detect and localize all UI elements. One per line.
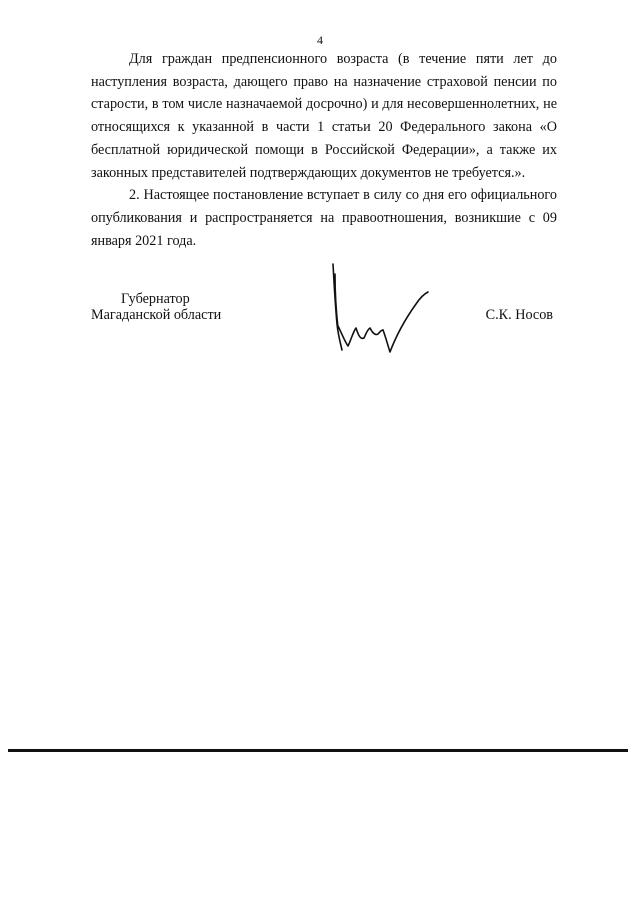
signature-block [91,290,557,370]
signatory-region: Магаданской области [91,307,222,323]
paragraph-preretirement-exemption: Для граждан предпенсионного возраста (в течение пяти лет до наступления возраста, дающего право на назначение страховой пенсии по старости, в том числе назначаемой досрочно) и для несовершеннолетних, не относящихся к указанной в части 1 статьи 20 Федерального закона «О бесплатной юридической помощи в Российской Федерации», а также их законных представителей подтверждающих документов не требуется.». [91,51,557,181]
signatory-position: Губернатор [121,291,190,307]
document-body [91,48,557,252]
paragraph-effective-date: 2. Настоящее постановление вступает в силу со дня его официального опубликования и распространяется на правоотношения, возникшие с 09 января 2021 года. [91,187,557,249]
page-number: 4 [317,33,323,47]
signatory-name: С.К. Носов [485,307,553,323]
footer-divider [8,749,628,752]
